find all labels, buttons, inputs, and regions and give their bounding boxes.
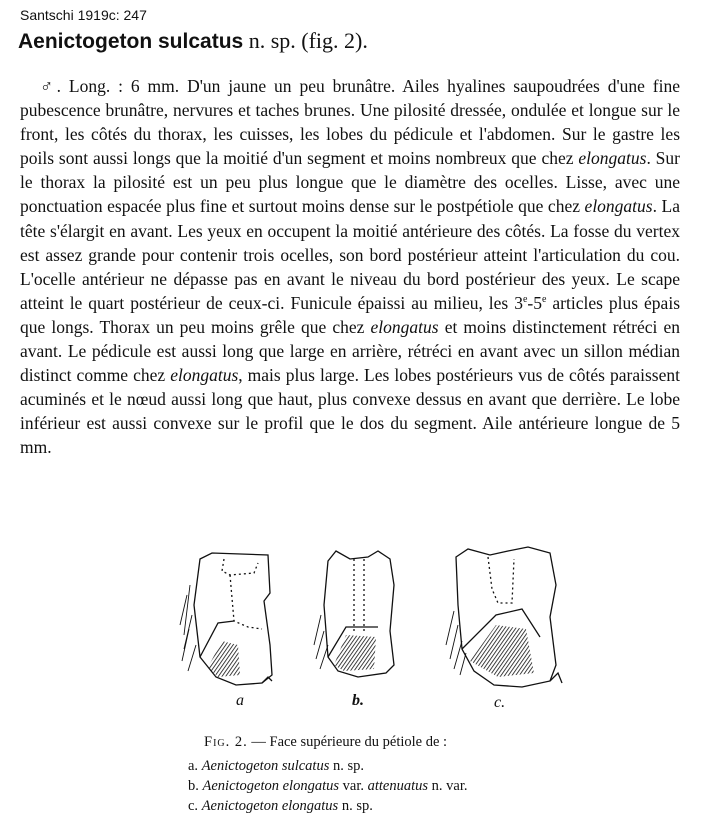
petiole-drawing-c (446, 547, 562, 687)
figure-caption-text: — Face supérieure du pétiole de : (251, 734, 448, 750)
petiole-drawings (178, 545, 576, 720)
legend-status: n. sp. (341, 798, 373, 814)
species-status: n. sp. (fig. 2). (248, 28, 368, 53)
description-run: e (522, 294, 528, 306)
figure-legend-item-c (188, 796, 468, 816)
species-title (18, 28, 368, 54)
species-name: Aenictogeton sulcatus (18, 30, 244, 53)
citation-header: Santschi 1919c: 247 (20, 7, 147, 23)
legend-letter: c. (188, 798, 199, 814)
legend-taxon: Aenictogeton elongatus (202, 778, 340, 794)
figure-legend-item-a (188, 756, 468, 776)
figure-label-a: a (236, 692, 244, 709)
description-run: -5 (527, 292, 542, 313)
legend-rank: var. (342, 778, 364, 794)
legend-variety: attenuatus (367, 778, 429, 794)
figure-label-b: b. (352, 692, 364, 709)
description-run: . Sur le thorax la pilosité est un peu plus longue que le diamètre des ocelles. Lisse, avec une ponctuation espacée plus fine et surtout moins dense sur le postpétiole que chez (20, 148, 680, 217)
species-description (20, 74, 680, 460)
figure-label-c: c. (494, 694, 506, 711)
legend-letter: b. (188, 778, 199, 794)
legend-taxon: Aenictogeton elongatus (201, 798, 339, 814)
description-taxon: elongatus (170, 365, 239, 386)
description-taxon: elongatus (584, 196, 653, 217)
figure-caption-label: Fig. 2. (204, 734, 248, 750)
legend-letter: a. (188, 758, 199, 774)
description-run: articles plus épais que longs. Thorax un peu moins grêle que chez (20, 292, 681, 337)
description-run: . La tête s'élargit en avant. Les yeux en occupent la moitié antérieure des côtés. La fosse du vertex est assez grande pour contenir trois ocelles, son bord postérieur atteint l'articulation du cou. L'ocelle antérieur ne dépasse pas en avant le niveau du bord postérieur des yeux. Le scape atteint le quart postérieur de ceux-ci. Funicule épaissi au milieu, les 3 (20, 196, 680, 313)
description-taxon: elongatus (370, 316, 439, 337)
legend-status: n. var. (431, 778, 468, 794)
petiole-figure (178, 545, 576, 720)
description-run: e (542, 294, 547, 306)
figure-caption (204, 734, 447, 751)
petiole-drawing-b (314, 551, 394, 677)
description-run: et moins distinctement rétréci en avant. Le pédicule est aussi long que large en arrière, rétréci en avant avec un sillon médian distinct comme chez (20, 316, 680, 386)
description-run: ♂. Long. : 6 mm. D'un jaune un peu brunâtre. Ailes hyalines saupoudrées d'une fine pubescence brunâtre, nervures et taches brunes. Une pilosité dressée, ondulée et longue sur le front, les côtés du thorax, les cuisses, les lobes du pédicule et l'abdomen. Sur le gastre les poils sont aussi longs que la moitié d'un segment et moins nombreux que chez (20, 76, 680, 169)
petiole-drawing-a (180, 553, 272, 685)
figure-legend-item-b (188, 776, 468, 796)
legend-status: n. sp. (332, 758, 364, 774)
figure-legend-list (188, 756, 468, 816)
description-taxon: elongatus (578, 148, 647, 169)
description-run: , mais plus large. Les lobes postérieurs vus de côtés paraissent acuminés et le nœud aussi long que haut, plus convexe dessus en avant que derrière. Le lobe inférieur est aussi convexe sur le profil que le dos du segment. Aile antérieure longue de 5 mm. (20, 365, 680, 458)
legend-taxon: Aenictogeton sulcatus (201, 758, 330, 774)
